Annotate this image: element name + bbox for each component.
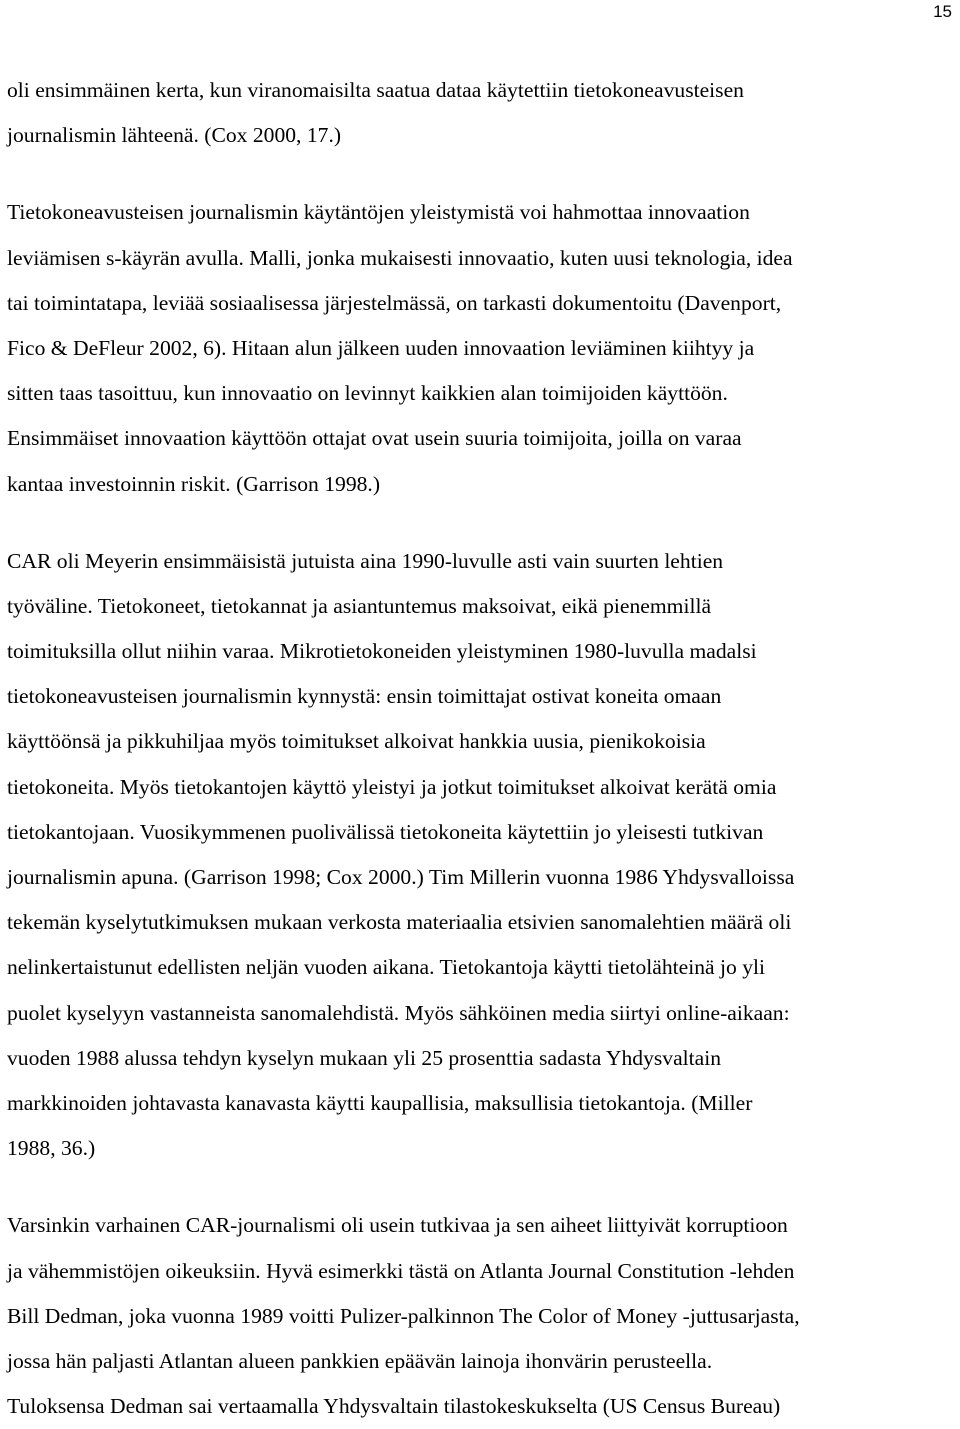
text-line: jossa hän paljasti Atlantan alueen pankkien epäävän lainoja ihonvärin perusteella. xyxy=(7,1348,713,1373)
text-line: Tietokoneavusteisen journalismin käytäntöjen yleistymistä voi hahmottaa innovaation xyxy=(7,200,750,225)
text-line: Bill Dedman, joka vuonna 1989 voitti Pulizer-palkinnon The Color of Money -juttusarjasta, xyxy=(7,1303,800,1328)
text-line: tietokantojaan. Vuosikymmenen puolivälissä tietokoneita käytettiin jo yleisesti tutkivan xyxy=(7,819,764,844)
text-line: tai toimintatapa, leviää sosiaalisessa järjestelmässä, on tarkasti dokumentoitu (Davenport, xyxy=(7,290,782,315)
text-line: vuoden 1988 alussa tehdyn kyselyn mukaan yli 25 prosenttia sadasta Yhdysvaltain xyxy=(7,1045,722,1070)
text-line: Varsinkin varhainen CAR-journalismi oli usein tutkivaa ja sen aiheet liittyivät korruptioon xyxy=(7,1213,788,1238)
text-line: Ensimmäiset innovaation käyttöön ottajat ovat usein suuria toimijoita, joilla on varaa xyxy=(7,426,742,451)
text-line: oli ensimmäinen kerta, kun viranomaisilta saatua dataa käytettiin tietokoneavusteisen xyxy=(7,78,744,102)
text-line: puolet kyselyyn vastanneista sanomalehdistä. Myös sähköinen media siirtyi online-aikaan: xyxy=(7,1000,790,1025)
page-number: 15 xyxy=(933,2,952,21)
text-line: käyttöönsä ja pikkuhiljaa myös toimitukset alkoivat hankkia uusia, pienikokoisia xyxy=(7,729,706,754)
text-line: markkinoiden johtavasta kanavasta käytti kaupallisia, maksullisia tietokantoja. (Miller xyxy=(7,1090,753,1115)
text-line: sitten taas tasoittuu, kun innovaatio on levinnyt kaikkien alan toimijoiden käyttöön. xyxy=(7,381,728,406)
text-line: kantaa investoinnin riskit. (Garrison 1998.) xyxy=(7,471,381,496)
text-line: Fico & DeFleur 2002, 6). Hitaan alun jälkeen uuden innovaation leviäminen kiihtyy ja xyxy=(7,335,755,360)
text-line: tietokoneita. Myös tietokantojen käyttö yleistyi ja jotkut toimitukset alkoivat kerätä omia xyxy=(7,774,777,799)
paragraph xyxy=(7,539,957,1172)
text-line: leviämisen s-käyrän avulla. Malli, jonka mukaisesti innovaatio, kuten uusi teknologia, idea xyxy=(7,245,793,270)
text-line: journalismin apuna. (Garrison 1998; Cox 2000.) Tim Millerin vuonna 1986 Yhdysvalloissa xyxy=(7,865,795,889)
paragraph xyxy=(7,68,957,158)
text-line: työväline. Tietokoneet, tietokannat ja asiantuntemus maksoivat, eikä pienemmillä xyxy=(7,593,712,618)
document-body xyxy=(7,68,957,1429)
text-line: toimituksilla ollut niihin varaa. Mikrotietokoneiden yleistyminen 1980-luvulla madalsi xyxy=(7,639,757,664)
text-line: tekemän kyselytutkimuksen mukaan verkosta materiaalia etsivien sanomalehtien määrä oli xyxy=(7,910,792,935)
text-line: ja vähemmistöjen oikeuksiin. Hyvä esimerkki tästä on Atlanta Journal Constitution -lehden xyxy=(7,1258,795,1283)
text-line: nelinkertaistunut edellisten neljän vuoden aikana. Tietokantoja käytti tietolähteinä jo yli xyxy=(7,955,766,980)
text-line: 1988, 36.) xyxy=(7,1136,96,1161)
paragraph xyxy=(7,1203,957,1429)
text-line: Tuloksensa Dedman sai vertaamalla Yhdysvaltain tilastokeskukselta (US Census Bureau) xyxy=(7,1394,781,1419)
paragraph xyxy=(7,190,957,506)
text-line: tietokoneavusteisen journalismin kynnystä: ensin toimittajat ostivat koneita omaan xyxy=(7,684,722,709)
text-line: CAR oli Meyerin ensimmäisistä jutuista aina 1990-luvulle asti vain suurten lehtien xyxy=(7,548,724,573)
text-line: journalismin lähteenä. (Cox 2000, 17.) xyxy=(7,123,342,148)
